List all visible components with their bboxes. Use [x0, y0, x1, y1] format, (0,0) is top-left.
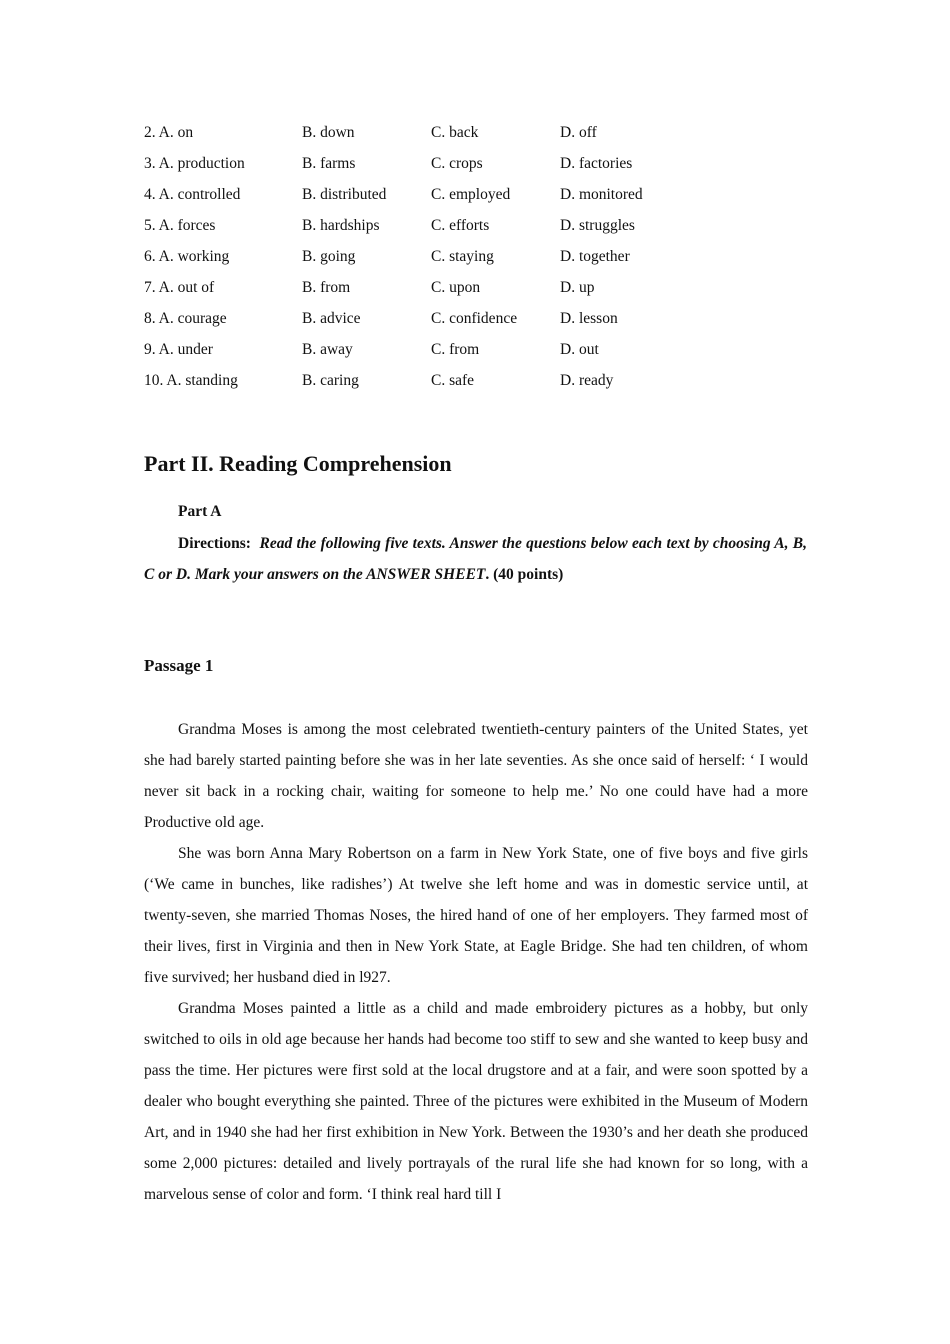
answer-options-table: [144, 117, 700, 396]
option-cell: B. down: [302, 123, 355, 141]
option-row: [144, 117, 700, 148]
option-cell: B. distributed: [302, 185, 387, 203]
option-row: [144, 179, 700, 210]
part-title: Part II. Reading Comprehension: [144, 451, 452, 476]
option-row: [144, 272, 700, 303]
option-cell: 9. A. under: [144, 340, 213, 358]
paragraph: She was born Anna Mary Robertson on a farm in New York State, one of five boys and five girls (‘We came in bunches, like radishes’) At twelve she left home and was in domestic service until, at twenty-seven, she married Thomas Noses, the hired hand of one of her employers. They farmed most of their lives, first in Virginia and then in New York State, at Eagle Bridge. She had ten children, of whom five survived; her husband died in l927.: [144, 845, 808, 986]
option-cell: C. staying: [431, 247, 494, 265]
option-cell: B. away: [302, 340, 353, 358]
option-row: [144, 334, 700, 365]
passage-body: [144, 714, 808, 1210]
option-cell: B. from: [302, 278, 351, 296]
directions: [144, 528, 807, 590]
option-cell: D. up: [560, 278, 595, 296]
option-cell: B. going: [302, 247, 356, 265]
option-cell: C. employed: [431, 185, 511, 203]
option-cell: D. lesson: [560, 309, 618, 327]
option-cell: B. hardships: [302, 216, 380, 234]
option-row: [144, 241, 700, 272]
option-cell: 5. A. forces: [144, 216, 216, 234]
option-cell: B. advice: [302, 309, 361, 327]
option-cell: D. together: [560, 247, 630, 265]
option-row: [144, 365, 700, 396]
directions-points: . (40 points): [485, 566, 564, 583]
option-cell: 7. A. out of: [144, 278, 215, 296]
option-cell: D. factories: [560, 154, 633, 172]
option-cell: 6. A. working: [144, 247, 230, 265]
option-cell: 2. A. on: [144, 123, 194, 141]
paragraph: Grandma Moses painted a little as a child and made embroidery pictures as a hobby, but only switched to oils in old age because her hands had become too stiff to sew and she wanted to keep busy and pass the time. Her pictures were first sold at the local drugstore and at a fair, and were soon spotted by a dealer who bought everything she painted. Three of the pictures were exhibited in the Museum of Modern Art, and in 1940 she had her first exhibition in New York. Between the 1930’s and her death she produced some 2,000 pictures: detailed and lively portrayals of the rural life she had known for so long, with a marvelous sense of color and form. ‘I think real hard till I: [144, 1000, 808, 1203]
option-cell: C. crops: [431, 154, 483, 172]
option-cell: 3. A. production: [144, 154, 245, 172]
option-row: [144, 148, 700, 179]
option-cell: D. struggles: [560, 216, 635, 234]
option-cell: 10. A. standing: [144, 371, 238, 389]
paragraph: Grandma Moses is among the most celebrated twentieth-century painters of the United States, yet she had barely started painting before she was in her late seventies. As she once said of herself: ‘ I would never sit back in a rocking chair, waiting for someone to help me.’ No one could have had a more Productive old age.: [144, 721, 808, 831]
option-cell: C. upon: [431, 278, 481, 296]
part-subtitle: Part A: [178, 503, 222, 520]
option-row: [144, 303, 700, 334]
option-cell: C. efforts: [431, 216, 490, 234]
option-row: [144, 210, 700, 241]
option-cell: C. back: [431, 123, 479, 141]
option-cell: D. out: [560, 340, 599, 358]
option-cell: C. from: [431, 340, 480, 358]
passage-title: Passage 1: [144, 656, 214, 675]
option-cell: 4. A. controlled: [144, 185, 241, 203]
option-cell: C. safe: [431, 371, 475, 389]
directions-text: Read the following five texts. Answer the questions below each text by choosing A, B, C or D. Mark your answers on the ANSWER SHEET: [144, 535, 808, 583]
option-cell: C. confidence: [431, 309, 518, 327]
option-cell: D. monitored: [560, 185, 643, 203]
option-cell: B. farms: [302, 154, 356, 172]
option-cell: D. off: [560, 123, 597, 141]
option-cell: D. ready: [560, 371, 614, 389]
directions-label: Directions:: [178, 535, 251, 552]
option-cell: 8. A. courage: [144, 309, 227, 327]
option-cell: B. caring: [302, 371, 359, 389]
